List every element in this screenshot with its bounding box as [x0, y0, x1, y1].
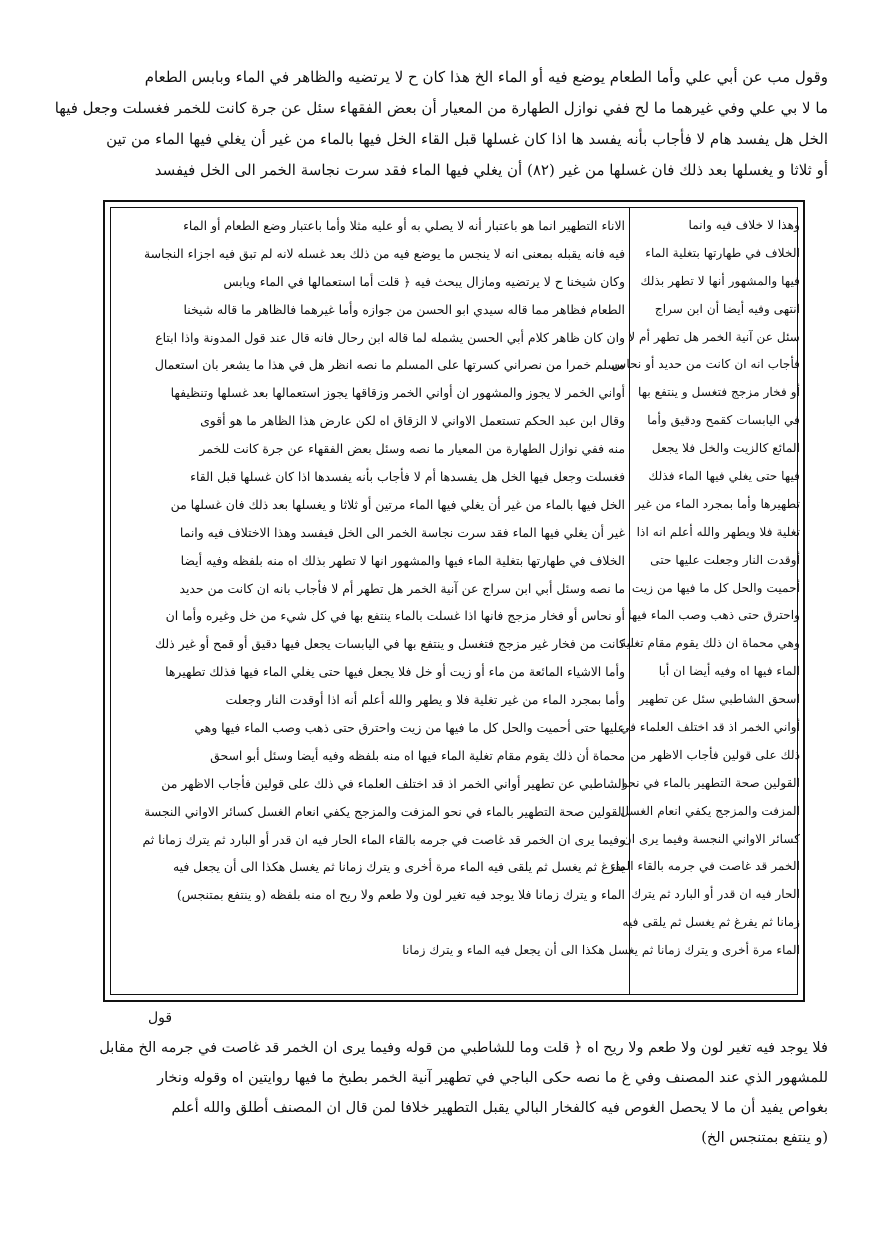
- inner-commentary-column: [119, 212, 625, 909]
- frame-inner-border: [110, 207, 798, 995]
- margin-text-line: واحترق حتى ذهب وصب الماء فيها: [628, 608, 800, 623]
- margin-text-line: فيها والمشهور أنها لا تطهر بذلك: [640, 273, 800, 288]
- margin-text-line: فيها حتى يغلي فيها الماء فذلك: [648, 469, 800, 484]
- bottom-text-line: بغواص يفيد أن ما لا يحصل الغوص فيه كالفخار البالي يقبل التطهير خلافا لمن قال ان المصنف أطلق والله أعلم: [171, 1100, 828, 1116]
- top-text-block: [54, 62, 828, 186]
- inner-text-line: وأما الاشياء المائعة من ماء أو زيت أو خل فلا يجعل فيها حتى يغلي الماء فيها فذلك تطهيرها: [165, 664, 625, 680]
- margin-text-line: أحميت والحل كل ما فيها من زيت: [631, 580, 800, 595]
- margin-text-line: فأجاب انه ان كانت من حديد أو نحاس: [611, 357, 800, 372]
- inner-text-line: وفيما يرى ان الخمر قد غاصت في جرمه بالقاء الماء الحار فيه ان قدر أو البارد ثم يترك زمانا ثم: [142, 831, 625, 847]
- margin-text-line: أواني الخمر اذ قد اختلف العلماء في: [620, 720, 800, 735]
- margin-text-line: الخلاف في طهارتها بتغلية الماء: [645, 245, 800, 260]
- inner-text-line: أو نحاس أو فخار مزجج فانها اذا غسلت بالماء ينتفع بها في كل شيء من خل وغيره وأما ان: [165, 608, 625, 624]
- margin-text-line: أو فخار مزجج فتغسل و ينتفع بها: [638, 385, 800, 400]
- margin-text-line: انتهى وفيه أيضا أن ابن سراج: [654, 301, 800, 316]
- margin-text-line: وهي محماة ان ذلك يقوم مقام تغلية: [620, 636, 800, 651]
- inner-text-line: وكان شيخنا ح لا يرتضيه ومازال يبحث فيه ﴿ قلت أما استعمالها في الماء ويابس: [223, 273, 625, 289]
- inner-text-line: الماء و يترك زمانا فلا يوجد فيه تغير لون ولا طعم ولا ريح اه منه بلفظه (و ينتفع بمتنجس): [176, 887, 625, 903]
- margin-text-line: زمانا ثم يفرغ ثم يغسل ثم يلقى فيه: [622, 915, 800, 930]
- margin-text-line: الخمر قد غاصت في جرمه بالقاء الماء: [610, 859, 800, 874]
- inner-text-line: الخلاف في طهارتها بتغلية الماء فيها والمشهور انها لا تطهر بذلك اه منه بلفظه وفيه أيضا: [180, 552, 625, 568]
- top-text-line: وقول مب عن أبي علي وأما الطعام يوضع فيه أو الماء الخ هذا كان ح لا يرتضيه والظاهر في الماء وبابس الطعام: [144, 68, 828, 86]
- margin-text-line: كسائر الاواني النجسة وفيما يرى ان: [622, 831, 800, 846]
- margin-text-line: الماء مرة أخرى و يترك زمانا ثم يغسل هكذا الى أن يجعل فيه الماء و يترك زمانا: [402, 943, 800, 958]
- inner-text-line: الطعام فظاهر مما قاله سيدي ابو الحسن من جوازه وأما غيرهما فالظاهر ما قاله شيخنا: [183, 301, 625, 317]
- commentary-frame: [103, 200, 805, 1002]
- margin-text-line: أوقدت النار وجعلت عليها حتى: [650, 552, 800, 567]
- inner-text-line: الشاطبي عن تطهير أواني الخمر اذ قد اختلف العلماء في ذلك على قولين فأجاب الاظهر من: [161, 775, 625, 791]
- inner-text-line: الخل فيها بالماء من غير أن يغلي فيها الماء مرتين أو ثلاثا و يغسلها بعد ذلك فان غسلها من: [170, 496, 625, 512]
- margin-text-line: في اليابسات كقمح ودقيق وأما: [647, 413, 800, 428]
- top-text-line: أو ثلاثا و يغسلها بعد ذلك فان غسلها من غير (٨٢) أن يغلي فيها الماء فقد سرت نجاسة الخمر الى الخل فيفسد: [154, 161, 828, 179]
- inner-text-line: وأما بمجرد الماء من غير تغلية فلا و يطهر والله أعلم أنه اذا أوقدت النار وجعلت: [225, 692, 625, 708]
- inner-text-line: وقال ابن عبد الحكم تستعمل الاواني لا الزقاق اه لكن عارض هذا الظاهر ما هو أقوى: [200, 413, 625, 429]
- margin-text-line: القولين صحة التطهير بالماء في نحو: [622, 775, 800, 790]
- bottom-text-line: (و ينتفع بمتنجس الخ): [701, 1130, 828, 1146]
- top-text-line: ما لا بي علي وفي غيرهما ما لح ففي نوازل الطهارة من المعيار أن بعض الفقهاء سئل عن جرة كانت للخمر فغسلت وجعل فيها: [54, 99, 828, 117]
- bottom-text-block: [92, 1003, 828, 1153]
- column-divider: [629, 208, 630, 994]
- inner-text-line: محماة أن ذلك يقوم مقام تغلية الماء فيها اه منه بلفظه وفيه أيضا وسئل أبو اسحق: [210, 747, 625, 763]
- bottom-text-line: للمشهور الذي عند المصنف وفي غ ما نصه حكى الباجي في تطهير آنية الخمر بطبخ ما فيها روايتين اه وقوله ونخار: [157, 1070, 828, 1086]
- margin-text-line: اسحق الشاطبي سئل عن تطهير: [638, 692, 800, 707]
- inner-text-line: القولين صحة التطهير بالماء في نحو المزفت والمزجج يكفي انعام الغسل كسائر الاواني النجسة: [144, 803, 625, 819]
- inner-text-line: منه ففي نوازل الطهارة من المعيار ما نصه وسئل بعض الفقهاء عن جرة كانت للخمر: [199, 441, 625, 457]
- margin-text-line: وهذا لا خلاف فيه وانما: [688, 218, 800, 232]
- inner-text-line: فغسلت وجعل فيها الخل هل يفسدها أم لا فأجاب بأنه يفسدها اذا كان غسلها قبل القاء: [190, 469, 625, 485]
- margin-text-line: سئل عن آنية الخمر هل تطهر أم لا: [628, 329, 800, 344]
- top-text-line: الخل هل يفسد هام لا فأجاب بأنه يفسد ها اذا كان غسلها قبل القاء الخل فيها بالماء من غير أن يغلي فيها الماء من تين: [106, 130, 828, 148]
- inner-text-line: كانت من فخار غير مزجج فتغسل و ينتفع بها في اليابسات يجعل فيها دقيق أو قمح أو غير ذلك: [154, 636, 625, 652]
- bottom-text-line: فلا يوجد فيه تغير لون ولا طعم ولا ريح اه ﴿ قلت وما للشاطبي من قوله وفيما يرى ان الخمر قد غاصت في جرمه الخ مقابل: [99, 1040, 828, 1056]
- inner-text-line: عليها حتى أحميت والحل كل ما فيها من زيت واحترق حتى ذهب وصب الماء فيها وهي: [194, 720, 625, 736]
- margin-text-line: المائع كالزيت والخل فلا يجعل: [651, 441, 800, 456]
- margin-text-line: الماء فيها اه وفيه أيضا ان أبا: [658, 664, 800, 679]
- inner-text-line: مسلم خمرا من نصراني كسرتها على المسلم ما نصه انظر هل في هذا ما يشعر بان استعمال: [154, 357, 625, 373]
- margin-text-line: المزفت والمزجج يكفي انعام الغسل: [620, 803, 800, 818]
- inner-text-line: أواني الخمر لا يجوز والمشهور ان أواني الخمر وزقاقها يجوز استعمالها بعد غسلها وتنظيفها: [170, 385, 625, 401]
- margin-text-line: الحار فيه ان قدر أو البارد ثم يترك: [631, 887, 800, 902]
- inner-text-line: وان كان ظاهر كلام أبي الحسن يشمله لما قاله ابن رحال فانه قال عند قول المدونة واذا ابتاع: [155, 329, 625, 345]
- margin-text-line: تغلية فلا ويطهر والله أعلم انه اذا: [636, 524, 800, 539]
- inner-text-line: ما نصه وسئل أبي ابن سراج عن آنية الخمر هل تطهر أم لا فأجاب بانه ان كانت من حديد: [179, 580, 625, 596]
- inner-text-line: غير أن يغلي فيها الماء فقد سرت نجاسة الخمر الى الخل فيفسد وهذا الاختلاف فيه وانما: [179, 524, 625, 540]
- inner-text-line: يفرغ ثم يغسل ثم يلقى فيه الماء مرة أخرى و يترك زمانا ثم يغسل هكذا الى أن يجعل فيه: [172, 859, 625, 875]
- inner-text-line: الاناء التطهير انما هو باعتبار أنه لا يصلي به أو عليه مثلا وأما باعتبار وضع الطعام أو الماء: [183, 218, 625, 233]
- margin-text-line: تطهيرها وأما بمجرد الماء من غير: [634, 496, 800, 511]
- bottom-text-line: قول: [148, 1010, 173, 1026]
- inner-text-line: فيه فانه يقبله بمعنى انه لا ينجس ما يوضع فيه من ذلك بعد غسله لانه لم تبق فيه اجزاء النجاسة: [143, 245, 625, 261]
- margin-text-line: ذلك على قولين فأجاب الاظهر من: [630, 747, 800, 762]
